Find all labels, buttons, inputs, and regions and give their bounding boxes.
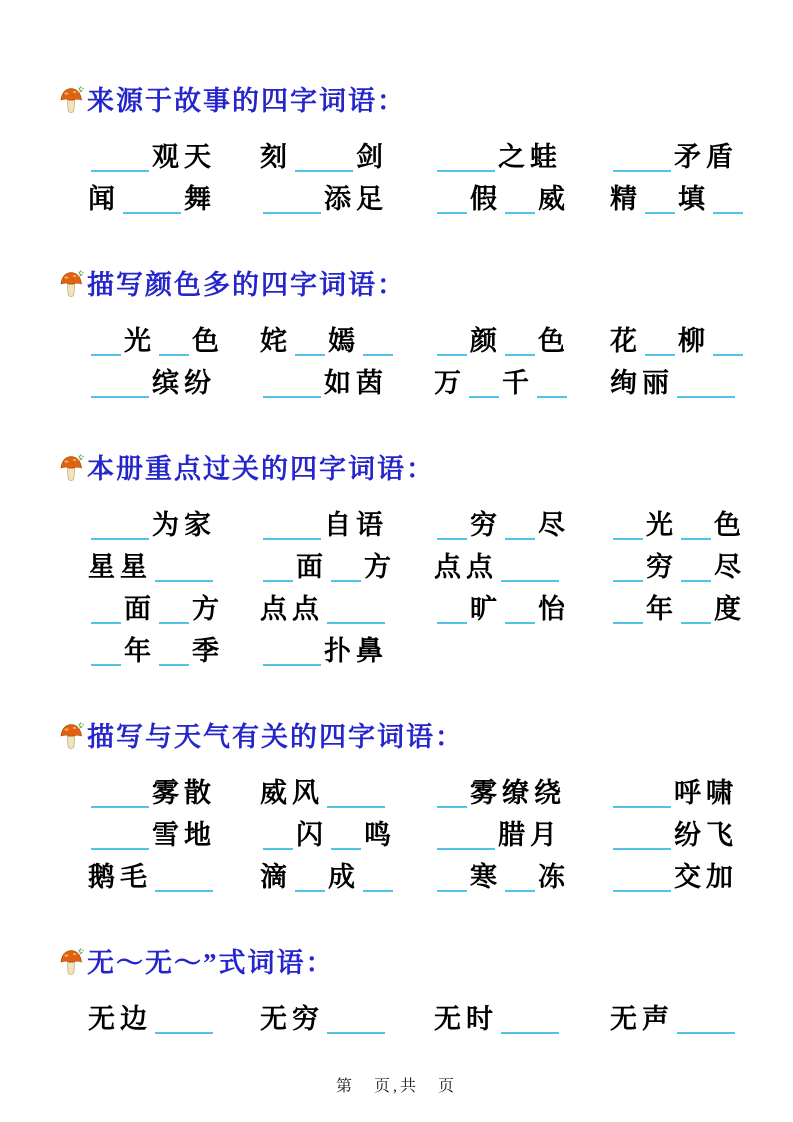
fill-blank[interactable] bbox=[327, 806, 385, 808]
fill-blank[interactable] bbox=[91, 170, 149, 172]
idiom-text: 之蛙 bbox=[498, 142, 562, 172]
fill-blank[interactable] bbox=[505, 890, 535, 892]
idiom-text: 矛盾 bbox=[674, 142, 738, 172]
idiom-item bbox=[610, 136, 783, 178]
idiom-text: 呼啸 bbox=[674, 778, 738, 808]
idiom-text: 鹅毛 bbox=[88, 862, 152, 892]
section bbox=[58, 268, 783, 404]
idiom-item bbox=[610, 362, 783, 404]
fill-blank[interactable] bbox=[437, 212, 467, 214]
idiom-text: 寒 bbox=[470, 862, 502, 892]
fill-blank[interactable] bbox=[159, 354, 189, 356]
idiom-text: 千 bbox=[502, 368, 534, 398]
idiom-item bbox=[260, 630, 434, 672]
idiom-row bbox=[88, 362, 783, 404]
idiom-row bbox=[88, 504, 783, 546]
idiom-item bbox=[610, 546, 783, 588]
idiom-item bbox=[88, 998, 260, 1040]
idiom-text: 无边 bbox=[88, 1004, 152, 1034]
idiom-text: 无时 bbox=[434, 1004, 498, 1034]
idiom-text: 季 bbox=[192, 636, 224, 666]
idiom-text: 缤纷 bbox=[152, 368, 216, 398]
idiom-text: 腊月 bbox=[498, 820, 562, 850]
fill-blank[interactable] bbox=[295, 890, 325, 892]
idiom-item bbox=[260, 504, 434, 546]
idiom-item bbox=[88, 814, 260, 856]
fill-blank[interactable] bbox=[613, 890, 671, 892]
fill-blank[interactable] bbox=[263, 848, 293, 850]
section-title: 无～无～”式词语： bbox=[87, 948, 335, 978]
fill-blank[interactable] bbox=[263, 538, 321, 540]
idiom-text: 纷飞 bbox=[674, 820, 738, 850]
idiom-text: 年 bbox=[124, 636, 156, 666]
fill-blank[interactable] bbox=[159, 622, 189, 624]
idiom-item bbox=[610, 320, 783, 362]
fill-blank[interactable] bbox=[91, 664, 121, 666]
fill-blank[interactable] bbox=[91, 538, 149, 540]
idiom-text: 精 bbox=[610, 184, 642, 214]
idiom-text: 假 bbox=[470, 184, 502, 214]
fill-blank[interactable] bbox=[363, 354, 393, 356]
idiom-item bbox=[88, 630, 260, 672]
fill-blank[interactable] bbox=[263, 664, 321, 666]
idiom-item bbox=[88, 136, 260, 178]
fill-blank[interactable] bbox=[437, 848, 495, 850]
idiom-text: 面 bbox=[124, 594, 156, 624]
idiom-item bbox=[260, 814, 434, 856]
fill-blank[interactable] bbox=[613, 848, 671, 850]
section-heading bbox=[58, 946, 783, 980]
idiom-text: 舞 bbox=[184, 184, 216, 214]
idiom-text: 色 bbox=[714, 510, 746, 540]
idiom-rows bbox=[58, 504, 783, 672]
fill-blank[interactable] bbox=[677, 1032, 735, 1034]
idiom-text: 扑鼻 bbox=[324, 636, 388, 666]
idiom-item bbox=[434, 546, 610, 588]
fill-blank[interactable] bbox=[91, 396, 149, 398]
idiom-item bbox=[88, 772, 260, 814]
idiom-text: 尽 bbox=[714, 552, 746, 582]
idiom-item bbox=[610, 998, 783, 1040]
idiom-item bbox=[260, 546, 434, 588]
fill-blank[interactable] bbox=[613, 580, 643, 582]
idiom-text: 穷 bbox=[646, 552, 678, 582]
mushroom-icon bbox=[58, 454, 85, 484]
idiom-text: 雾散 bbox=[152, 778, 216, 808]
section bbox=[58, 452, 783, 672]
idiom-text: 雪地 bbox=[152, 820, 216, 850]
idiom-text: 鸣 bbox=[364, 820, 396, 850]
idiom-item bbox=[260, 998, 434, 1040]
idiom-text: 点点 bbox=[434, 552, 498, 582]
fill-blank[interactable] bbox=[505, 212, 535, 214]
idiom-text: 嫣 bbox=[328, 326, 360, 356]
fill-blank[interactable] bbox=[501, 1032, 559, 1034]
idiom-text: 光 bbox=[646, 510, 678, 540]
idiom-text: 威风 bbox=[260, 778, 324, 808]
idiom-text: 刻 bbox=[260, 142, 292, 172]
fill-blank[interactable] bbox=[437, 622, 467, 624]
idiom-rows bbox=[58, 136, 783, 220]
mushroom-icon bbox=[58, 722, 85, 752]
idiom-text: 尽 bbox=[538, 510, 570, 540]
idiom-item bbox=[434, 856, 610, 898]
fill-blank[interactable] bbox=[505, 354, 535, 356]
idiom-item bbox=[88, 856, 260, 898]
idiom-row bbox=[88, 136, 783, 178]
fill-blank[interactable] bbox=[159, 664, 189, 666]
idiom-item bbox=[260, 588, 434, 630]
idiom-item bbox=[260, 178, 434, 220]
fill-blank[interactable] bbox=[613, 806, 671, 808]
idiom-text: 万 bbox=[434, 368, 466, 398]
fill-blank[interactable] bbox=[613, 622, 643, 624]
idiom-item bbox=[610, 178, 783, 220]
idiom-item bbox=[434, 588, 610, 630]
idiom-item bbox=[610, 772, 783, 814]
section bbox=[58, 84, 783, 220]
fill-blank[interactable] bbox=[537, 396, 567, 398]
fill-blank[interactable] bbox=[677, 396, 735, 398]
fill-blank[interactable] bbox=[613, 538, 643, 540]
idiom-text: 滴 bbox=[260, 862, 292, 892]
idiom-text: 为家 bbox=[152, 510, 216, 540]
idiom-text: 光 bbox=[124, 326, 156, 356]
idiom-item bbox=[434, 362, 610, 404]
idiom-text: 闻 bbox=[88, 184, 120, 214]
idiom-item bbox=[434, 814, 610, 856]
idiom-item bbox=[260, 856, 434, 898]
idiom-item bbox=[88, 504, 260, 546]
fill-blank[interactable] bbox=[123, 212, 181, 214]
idiom-item bbox=[434, 998, 610, 1040]
idiom-item bbox=[88, 546, 260, 588]
fill-blank[interactable] bbox=[331, 848, 361, 850]
idiom-text: 方 bbox=[364, 552, 396, 582]
idiom-text: 交加 bbox=[674, 862, 738, 892]
fill-blank[interactable] bbox=[437, 538, 467, 540]
idiom-text: 面 bbox=[296, 552, 328, 582]
fill-blank[interactable] bbox=[91, 354, 121, 356]
idiom-text: 度 bbox=[714, 594, 746, 624]
idiom-item bbox=[88, 178, 260, 220]
idiom-item bbox=[260, 362, 434, 404]
idiom-text: 绚丽 bbox=[610, 368, 674, 398]
idiom-item bbox=[260, 320, 434, 362]
idiom-text: 柳 bbox=[678, 326, 710, 356]
fill-blank[interactable] bbox=[327, 622, 385, 624]
idiom-text: 无声 bbox=[610, 1004, 674, 1034]
idiom-item bbox=[610, 588, 783, 630]
fill-blank[interactable] bbox=[263, 212, 321, 214]
idiom-item bbox=[260, 136, 434, 178]
fill-blank[interactable] bbox=[437, 170, 495, 172]
section-title: 描写与天气有关的四字词语： bbox=[87, 722, 464, 752]
idiom-text: 剑 bbox=[356, 142, 388, 172]
fill-blank[interactable] bbox=[713, 212, 743, 214]
fill-blank[interactable] bbox=[437, 890, 467, 892]
section-title: 描写颜色多的四字词语： bbox=[87, 270, 406, 300]
idiom-text: 色 bbox=[538, 326, 570, 356]
idiom-text: 怡 bbox=[538, 594, 570, 624]
idiom-row bbox=[88, 588, 783, 630]
idiom-text: 颜 bbox=[470, 326, 502, 356]
idiom-item bbox=[610, 814, 783, 856]
fill-blank[interactable] bbox=[505, 538, 535, 540]
idiom-text: 姹 bbox=[260, 326, 292, 356]
fill-blank[interactable] bbox=[363, 890, 393, 892]
section-heading bbox=[58, 720, 783, 754]
idiom-text: 如茵 bbox=[324, 368, 388, 398]
mushroom-icon bbox=[58, 270, 85, 300]
fill-blank[interactable] bbox=[645, 354, 675, 356]
idiom-item bbox=[434, 320, 610, 362]
idiom-item bbox=[434, 178, 610, 220]
fill-blank[interactable] bbox=[91, 806, 149, 808]
idiom-text: 闪 bbox=[296, 820, 328, 850]
fill-blank[interactable] bbox=[681, 580, 711, 582]
idiom-row bbox=[88, 772, 783, 814]
idiom-text: 穷 bbox=[470, 510, 502, 540]
fill-blank[interactable] bbox=[331, 580, 361, 582]
idiom-item bbox=[434, 136, 610, 178]
idiom-item bbox=[610, 856, 783, 898]
idiom-row bbox=[88, 546, 783, 588]
fill-blank[interactable] bbox=[91, 848, 149, 850]
idiom-item bbox=[434, 772, 610, 814]
mushroom-icon bbox=[58, 86, 85, 116]
fill-blank[interactable] bbox=[501, 580, 559, 582]
section-title: 本册重点过关的四字词语： bbox=[87, 454, 435, 484]
idiom-rows bbox=[58, 320, 783, 404]
fill-blank[interactable] bbox=[505, 622, 535, 624]
fill-blank[interactable] bbox=[295, 354, 325, 356]
idiom-text: 冻 bbox=[538, 862, 570, 892]
section-heading bbox=[58, 268, 783, 302]
section bbox=[58, 720, 783, 898]
idiom-row bbox=[88, 814, 783, 856]
idiom-row bbox=[88, 630, 783, 672]
fill-blank[interactable] bbox=[155, 1032, 213, 1034]
idiom-text: 色 bbox=[192, 326, 224, 356]
idiom-row bbox=[88, 320, 783, 362]
fill-blank[interactable] bbox=[155, 890, 213, 892]
section-heading bbox=[58, 84, 783, 118]
fill-blank[interactable] bbox=[681, 538, 711, 540]
idiom-text: 星星 bbox=[88, 552, 152, 582]
fill-blank[interactable] bbox=[437, 354, 467, 356]
idiom-row bbox=[88, 998, 783, 1040]
idiom-text: 无穷 bbox=[260, 1004, 324, 1034]
mushroom-icon bbox=[58, 948, 85, 978]
page-footer: 第 页,共 页 bbox=[335, 1078, 457, 1095]
idiom-text: 点点 bbox=[260, 594, 324, 624]
idiom-row bbox=[88, 178, 783, 220]
fill-blank[interactable] bbox=[91, 622, 121, 624]
idiom-item bbox=[88, 362, 260, 404]
section bbox=[58, 946, 783, 1040]
idiom-text: 成 bbox=[328, 862, 360, 892]
idiom-item bbox=[88, 320, 260, 362]
fill-blank[interactable] bbox=[263, 396, 321, 398]
idiom-rows bbox=[58, 772, 783, 898]
idiom-text: 方 bbox=[192, 594, 224, 624]
idiom-text: 观天 bbox=[152, 142, 216, 172]
idiom-row bbox=[88, 856, 783, 898]
idiom-text: 年 bbox=[646, 594, 678, 624]
idiom-text: 旷 bbox=[470, 594, 502, 624]
fill-blank[interactable] bbox=[469, 396, 499, 398]
idiom-item bbox=[260, 772, 434, 814]
fill-blank[interactable] bbox=[437, 806, 467, 808]
section-heading bbox=[58, 452, 783, 486]
idiom-text: 填 bbox=[678, 184, 710, 214]
fill-blank[interactable] bbox=[645, 212, 675, 214]
idiom-text: 威 bbox=[538, 184, 570, 214]
idiom-text: 添足 bbox=[324, 184, 388, 214]
fill-blank[interactable] bbox=[613, 170, 671, 172]
fill-blank[interactable] bbox=[155, 580, 213, 582]
idiom-item bbox=[88, 588, 260, 630]
idiom-text: 花 bbox=[610, 326, 642, 356]
fill-blank[interactable] bbox=[713, 354, 743, 356]
fill-blank[interactable] bbox=[681, 622, 711, 624]
fill-blank[interactable] bbox=[263, 580, 293, 582]
idiom-rows bbox=[58, 998, 783, 1040]
idiom-item bbox=[610, 504, 783, 546]
fill-blank[interactable] bbox=[295, 170, 353, 172]
section-title: 来源于故事的四字词语： bbox=[87, 86, 406, 116]
idiom-item bbox=[434, 504, 610, 546]
idiom-text: 自语 bbox=[324, 510, 388, 540]
idiom-text: 雾缭绕 bbox=[470, 778, 566, 808]
fill-blank[interactable] bbox=[327, 1032, 385, 1034]
